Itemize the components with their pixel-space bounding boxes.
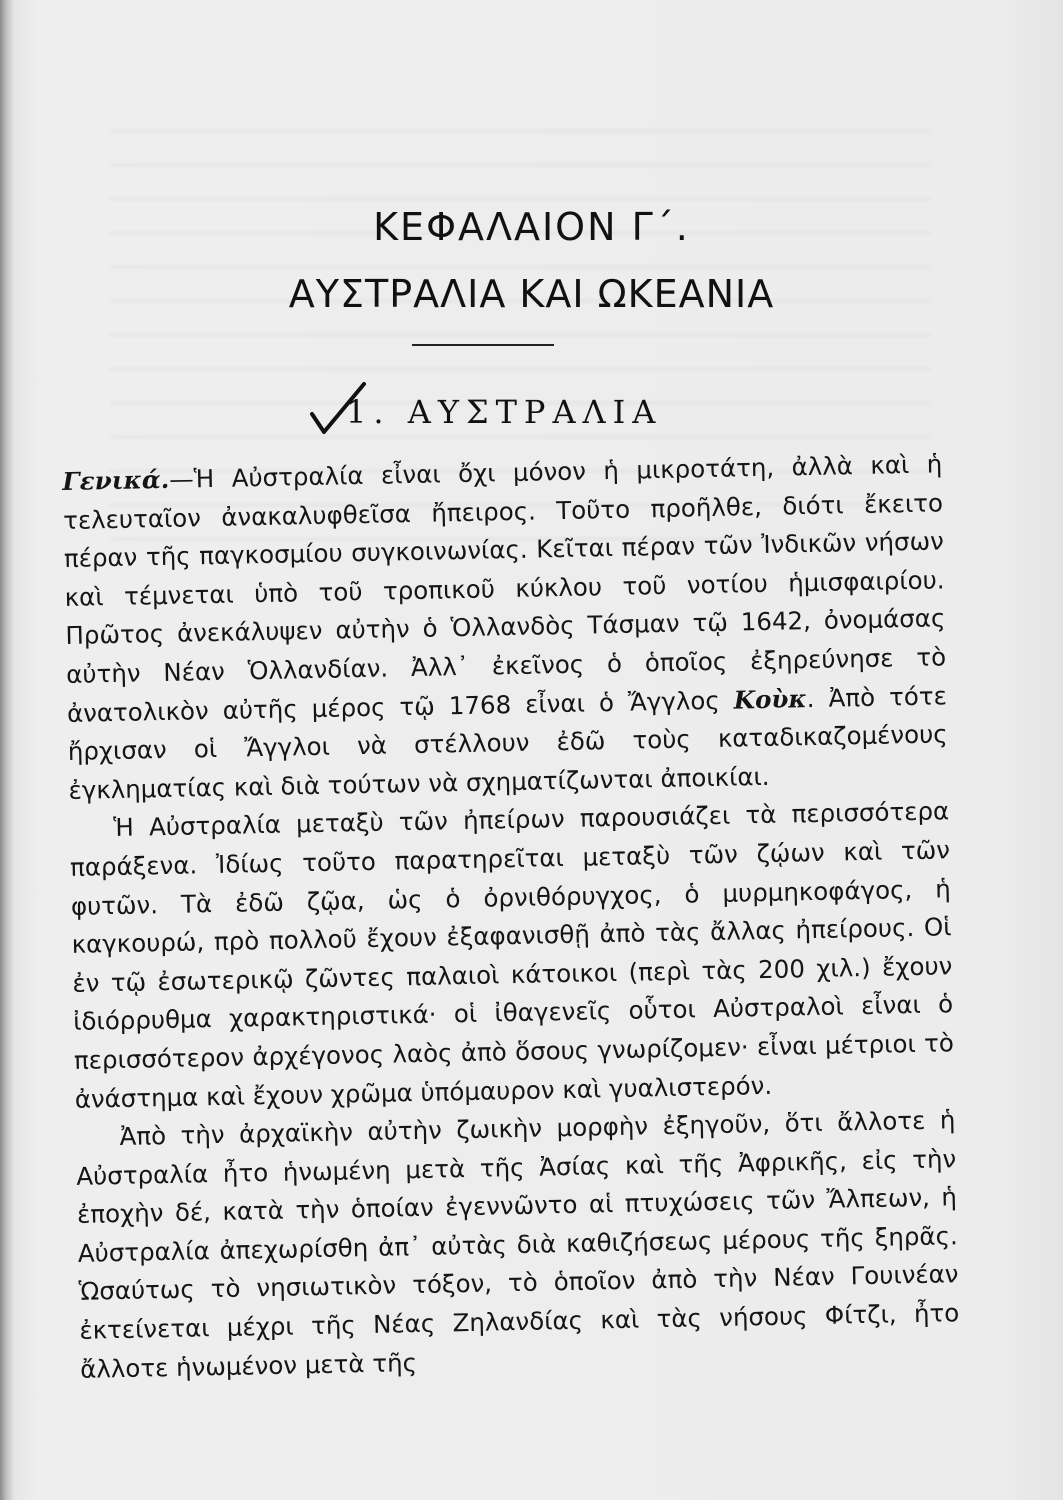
paragraph-1: [62, 445, 949, 810]
paragraph-3: Ἀπὸ τὴν ἀρχαϊκὴν αὐτὴν ζωικὴν μορφὴν ἐξηγοῦν, ὅτι ἄλλοτε ἡ Αὐστραλία ἦτο ἡνωμένη μετὰ τῆς Ἀσίας καὶ τῆς Ἀφρικῆς, εἰς τὴν ἐποχὴν δέ, κατὰ τὴν ὁποίαν ἐγεννῶντο αἱ πτυχώσεις τῶν Ἄλπεων, ἡ Αὐστραλία ἀπεχωρίσθη ἀπ᾽ αὐτὰς διὰ καθιζήσεως μέρους τῆς ξηρᾶς. Ὡσαύτως τὸ νησιωτικὸν τόξον, τὸ ὁποῖον ἀπὸ τὴν Νέαν Γουινέαν ἐκτείνεται μέχρι τῆς Νέας Ζηλανδίας καὶ τὰς νήσους Φίτζι, ἦτο ἄλλοτε ἡνωμένον μετὰ τῆς: [76, 1105, 960, 1384]
section-heading: 1. ΑΥΣΤΡΑΛΙΑ: [346, 393, 663, 431]
paragraph-text: . Ἀπὸ τότε ἤρχισαν οἱ Ἄγγλοι νὰ στέλλουν ἐδῶ τοὺς καταδικαζομένους ἐγκληματίας καὶ διὰ τούτων νὰ σχηματίζωνται ἀποικίαι.: [67, 680, 948, 805]
emphasized-name: Κοὺκ: [733, 683, 808, 715]
title-rule: [412, 344, 554, 346]
body-text: [62, 445, 960, 1389]
paragraph-2: Ἡ Αὐστραλία μεταξὺ τῶν ἠπείρων παρουσιάζει τὰ περισσότερα παράξενα. Ἰδίως τοῦτο παρατηρεῖται μεταξὺ τῶν ζῴων καὶ τῶν φυτῶν. Τὰ ἐδῶ ζῷα, ὡς ὁ ὀρνιθόρυγχος, ὁ μυρμηκοφάγος, ἡ καγκουρώ, πρὸ πολλοῦ ἔχουν ἐξαφανισθῇ ἀπὸ τὰς ἄλλας ἠπείρους. Οἱ ἐν τῷ ἐσωτερικῷ ζῶντες παλαιοὶ κάτοικοι (περὶ τὰς 200 χιλ.) ἔχουν ἰδιόρρυθμα χαρακτηριστικά· οἱ ἰθαγενεῖς οὗτοι Αὐστραλοὶ εἶναι ὁ περισσότερον ἀρχέγονος λαὸς ἀπὸ ὅσους γνωρίζομεν· εἶναι μέτριοι τὸ ἀνάστημα καὶ ἔχουν χρῶμα ὑπόμαυρον καὶ γυαλιστερόν.: [69, 796, 955, 1114]
chapter-heading: ΚΕΦΑΛΑΙΟΝ Γ΄.: [373, 205, 690, 249]
paragraph-lead: Γενικά.: [62, 464, 170, 496]
paragraph-text: —Ἡ Αὐστραλία εἶναι ὄχι μόνον ἡ μικροτάτη, ἀλλὰ καὶ ἡ τελευταῖον ἀνακαλυφθεῖσα ἤπειρος. Τοῦτο προῆλθε, διότι ἔκειτο πέραν τῆς παγκοσμίου συγκοινωνίας. Κεῖται πέραν τῶν Ἰνδικῶν νήσων καὶ τέμνεται ὑπὸ τοῦ τροπικοῦ κύκλου τοῦ νοτίου ἡμισφαιρίου. Πρῶτος ἀνεκάλυψεν αὐτὴν ὁ Ὁλλανδὸς Τάσμαν τῷ 1642, ὀνομάσας αὐτὴν Νέαν Ὁλλανδίαν. Ἀλλ᾽ ἐκεῖνος ὁ ὁποῖος ἐξηρεύνησε τὸ ἀνατολικὸν αὐτῆς μέρος τῷ 1768 εἶναι ὁ Ἄγγλος: [62, 449, 947, 728]
chapter-title: ΑΥΣΤΡΑΛΙΑ ΚΑΙ ΩΚΕΑΝΙΑ: [288, 272, 775, 316]
